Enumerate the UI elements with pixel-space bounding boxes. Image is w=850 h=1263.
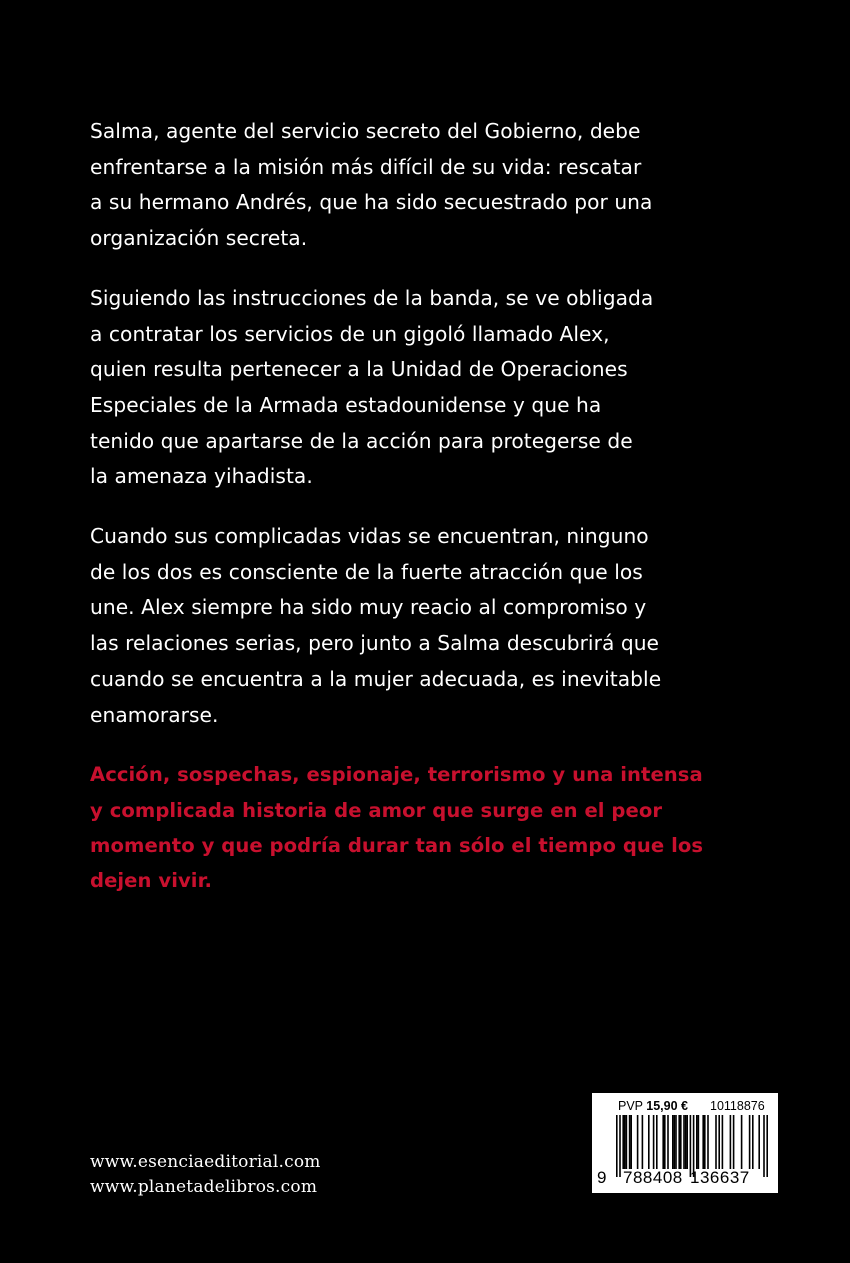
barcode-bar: [730, 1115, 732, 1169]
text-line: Acción, sospechas, espionaje, terrorismo y una intensa: [90, 763, 703, 787]
synopsis-paragraph-1: [90, 114, 780, 257]
barcode-bar: [715, 1115, 717, 1169]
text-line: Salma, agente del servicio secreto del Gobierno, debe: [90, 119, 641, 143]
barcode-bar: [752, 1115, 754, 1169]
synopsis-paragraph-3: [90, 519, 780, 733]
barcode-bar: [667, 1115, 669, 1169]
barcode-bar: [656, 1115, 658, 1169]
barcode-bar: [675, 1115, 677, 1169]
barcode-bar: [733, 1115, 735, 1169]
barcode-bar: [642, 1115, 644, 1169]
barcode-bar: [630, 1115, 632, 1169]
barcode-bar: [685, 1115, 687, 1169]
barcode-bar: [629, 1115, 631, 1169]
text-line: Especiales de la Armada estadounidense y que ha: [90, 392, 602, 417]
barcode-bar: [741, 1115, 743, 1169]
text-line: enfrentarse a la misión más difícil de su vida: rescatar: [90, 154, 642, 179]
barcode-bar: [749, 1115, 751, 1169]
barcode-bar: [664, 1115, 666, 1169]
text-line: organización secreta.: [90, 226, 308, 251]
text-line: enamorarse.: [90, 702, 219, 727]
barcode-bar: [622, 1115, 624, 1169]
barcode-bar: [718, 1115, 720, 1169]
barcode-bar: [637, 1115, 639, 1169]
website-link-planeta[interactable]: www.planetadelibros.com: [90, 1177, 318, 1197]
text-line: quien resulta pertenecer a la Unidad de Operaciones: [90, 357, 628, 382]
website-link-esencia[interactable]: www.esenciaeditorial.com: [90, 1152, 321, 1172]
text-line: Cuando sus complicadas vidas se encuentran, ninguno: [90, 524, 649, 549]
isbn-left-group: 788408: [623, 1168, 683, 1187]
text-line: une. Alex siempre ha sido muy reacio al compromiso y: [90, 595, 647, 620]
text-line: tenido que apartarse de la acción para protegerse de: [90, 428, 633, 453]
text-line: a su hermano Andrés, que ha sido secuestrado por una: [90, 190, 653, 215]
text-line: y complicada historia de amor que surge en el peor: [90, 798, 663, 822]
barcode-bar: [674, 1115, 676, 1169]
barcode-bar: [672, 1115, 674, 1169]
barcode-bar: [653, 1115, 655, 1169]
barcode-bar: [707, 1115, 709, 1169]
text-line: dejen vivir.: [90, 869, 212, 893]
isbn-first-digit: 9: [597, 1168, 607, 1187]
text-line: la amenaza yihadista.: [90, 464, 313, 489]
product-code: 10118876: [710, 1099, 765, 1113]
barcode-bar: [619, 1115, 621, 1177]
price-label: PVP: [618, 1099, 643, 1113]
barcode-bar: [763, 1115, 765, 1177]
barcode-bar: [766, 1115, 768, 1177]
barcode-bar: [704, 1115, 706, 1169]
back-cover-blurb: [90, 114, 780, 923]
barcode-label: [592, 1093, 778, 1193]
barcode-bar: [686, 1115, 688, 1169]
barcode-bar: [758, 1115, 760, 1169]
isbn-right-group: 136637: [690, 1168, 750, 1187]
barcode-bar: [662, 1115, 664, 1169]
text-line: las relaciones serias, pero junto a Salma descubrirá que: [90, 631, 660, 656]
barcode-bar: [702, 1115, 704, 1169]
publisher-websites: [90, 1150, 321, 1200]
text-line: a contratar los servicios de un gigoló llamado Alex,: [90, 321, 610, 346]
barcode-bar: [678, 1115, 680, 1169]
barcode-bar: [722, 1115, 724, 1169]
barcode-bar: [683, 1115, 685, 1169]
barcode-bar: [648, 1115, 650, 1169]
text-line: momento y que podría durar tan sólo el tiempo que los: [90, 834, 704, 858]
barcode-bar: [698, 1115, 700, 1169]
text-line: Siguiendo las instrucciones de la banda, se ve obligada: [90, 285, 654, 310]
synopsis-paragraph-2: [90, 281, 780, 495]
price-value: 15,90 €: [646, 1099, 688, 1113]
barcode-bar: [696, 1115, 698, 1169]
barcode-bar: [680, 1115, 682, 1169]
text-line: cuando se encuentra a la mujer adecuada, es inevitable: [90, 666, 662, 691]
barcode-bar: [616, 1115, 618, 1177]
highlight-tagline: [90, 757, 780, 899]
barcode-bar: [624, 1115, 626, 1169]
barcode-bar: [626, 1115, 628, 1169]
text-line: de los dos es consciente de la fuerte atracción que los: [90, 559, 643, 584]
barcode-bars: [592, 1093, 778, 1193]
